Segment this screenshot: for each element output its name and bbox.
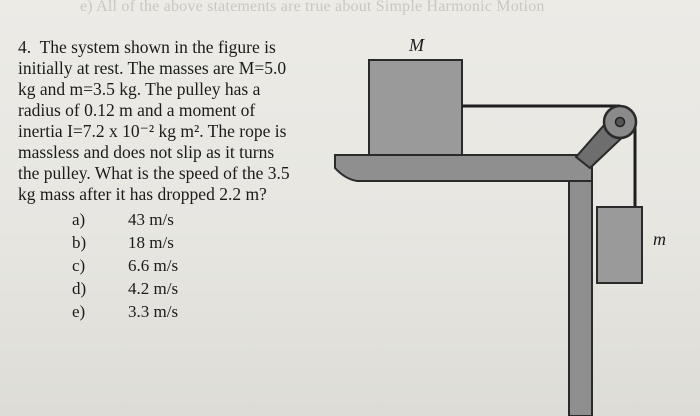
choice-answer: 6.6 m/s xyxy=(128,256,179,275)
problem-line-7: the pulley. What is the speed of the 3.5 xyxy=(18,163,290,183)
problem-text-1: The system shown in the figure is xyxy=(39,37,276,57)
choice-letter: a) xyxy=(72,210,86,229)
problem-line-6: massless and does not slip as it turns xyxy=(18,142,275,162)
problem-line-2: initially at rest. The masses are M=5.0 xyxy=(18,58,287,78)
block-m xyxy=(597,207,642,283)
label-m: m xyxy=(653,229,666,249)
bleed-through-text: e) All of the above statements are true about Simple Harmonic Motion xyxy=(80,0,545,15)
label-M: M xyxy=(409,35,424,55)
problem-line-5: inertia I=7.2 x 10⁻² kg m². The rope is xyxy=(18,121,287,141)
problem-line-3: kg and m=3.5 kg. The pulley has a xyxy=(18,79,261,99)
table-leg xyxy=(569,181,592,416)
choice-answer: 4.2 m/s xyxy=(128,279,179,298)
problem-line-4: radius of 0.12 m and a moment of xyxy=(18,100,256,120)
choice-answer: 3.3 m/s xyxy=(128,302,179,321)
problem-line-8: kg mass after it has dropped 2.2 m? xyxy=(18,184,267,204)
choice-answer: 18 m/s xyxy=(128,233,174,252)
choice-letter: e) xyxy=(72,302,86,321)
choice-letter: c) xyxy=(72,256,86,275)
choice-letter: d) xyxy=(72,279,87,298)
problem-number: 4. xyxy=(18,37,32,57)
choice-letter: b) xyxy=(72,233,87,252)
choice-answer: 43 m/s xyxy=(128,210,174,229)
block-M xyxy=(369,60,462,155)
pulley-axle xyxy=(616,118,625,127)
table-top xyxy=(335,155,592,181)
